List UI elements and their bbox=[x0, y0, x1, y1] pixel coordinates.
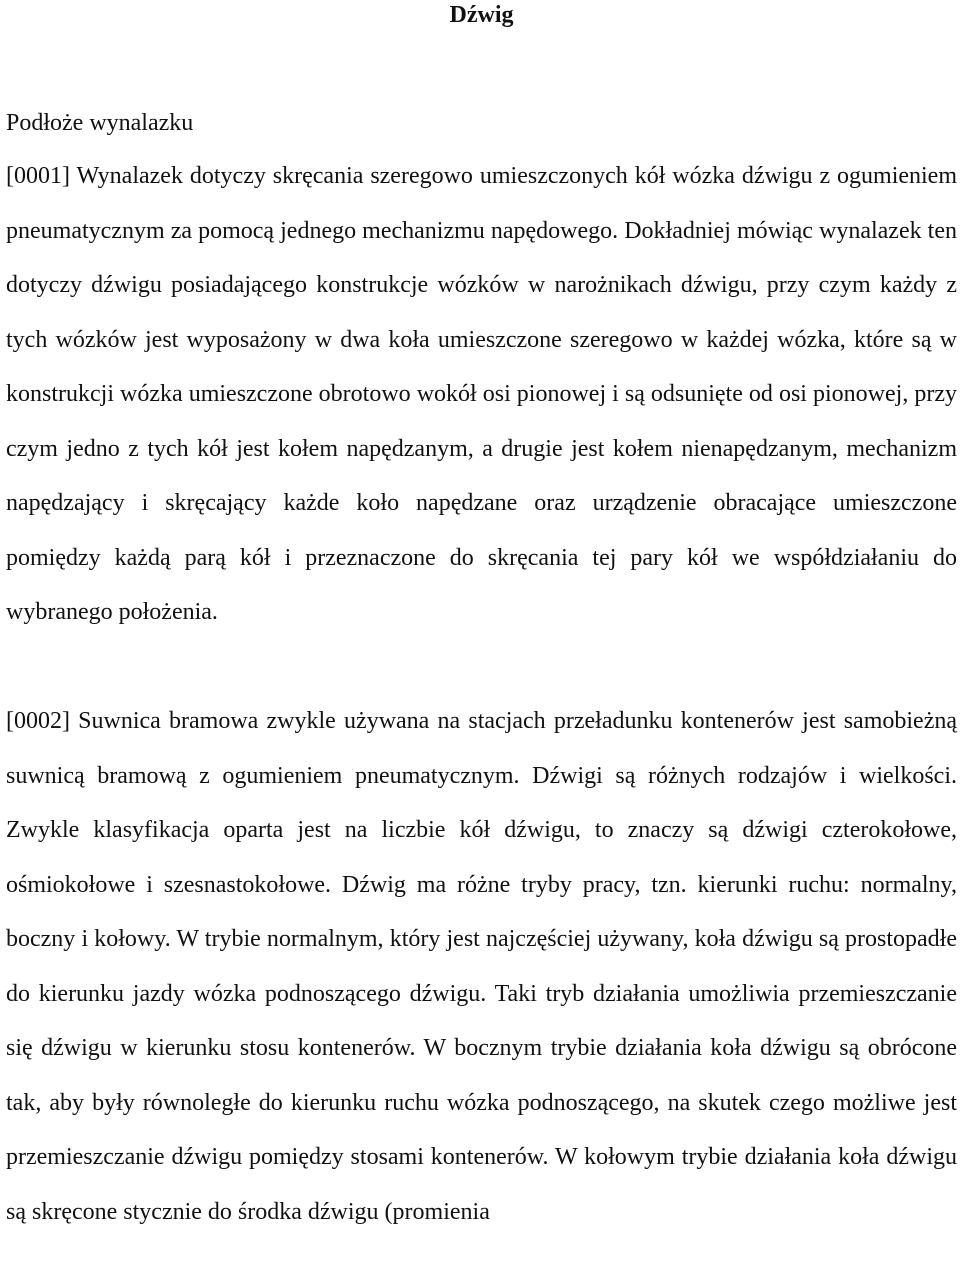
paragraph-0002: [0002] Suwnica bramowa zwykle używana na stacjach przeładunku kontenerów jest samobieżną suwnicą bramową z ogumieniem pneumatycznym. Dźwigi są różnych rodzajów i wielkości. Zwykle klasyfikacja oparta jest na liczbie kół dźwigu, to znaczy są dźwigi czterokołowe, ośmiokołowe i szesnastokołowe. Dźwig ma różne tryby pracy, tzn. kierunki ruchu: normalny, boczny i kołowy. W trybie normalnym, który jest najczęściej używany, koła dźwigu są prostopadłe do kierunku jazdy wózka podnoszącego dźwigu. Taki tryb działania umożliwia przemieszczanie się dźwigu w kierunku stosu kontenerów. W bocznym trybie działania koła dźwigu są obrócone tak, aby były równoległe do kierunku ruchu wózka podnoszącego, na skutek czego możliwe jest przemieszczanie dźwigu pomiędzy stosami kontenerów. W kołowym trybie działania koła dźwigu są skręcone stycznie do środka dźwigu (promienia bbox=[6, 708, 957, 1225]
section-heading: Podłoże wynalazku bbox=[6, 110, 194, 136]
document-page bbox=[6, 0, 957, 1225]
paragraph-0001: [0001] Wynalazek dotyczy skręcania szeregowo umieszczonych kół wózka dźwigu z ogumieniem pneumatycznym za pomocą jednego mechanizmu napędowego. Dokładniej mówiąc wynalazek ten dotyczy dźwigu posiadającego konstrukcje wózków w narożnikach dźwigu, przy czym każdy z tych wózków jest wyposażony w dwa koła umieszczone szeregowo w każdej wózka, które są w konstrukcji wózka umieszczone obrotowo wokół osi pionowej i są odsunięte od osi pionowej, przy czym jedno z tych kół jest kołem napędzanym, a drugie jest kołem nienapędzanym, mechanizm napędzający i skręcający każde koło napędzane oraz urządzenie obracające umieszczone pomiędzy każdą parą kół i przeznaczone do skręcania tej pary kół we współdziałaniu do wybranego położenia. bbox=[6, 163, 957, 625]
document-title: Dźwig bbox=[449, 2, 514, 28]
